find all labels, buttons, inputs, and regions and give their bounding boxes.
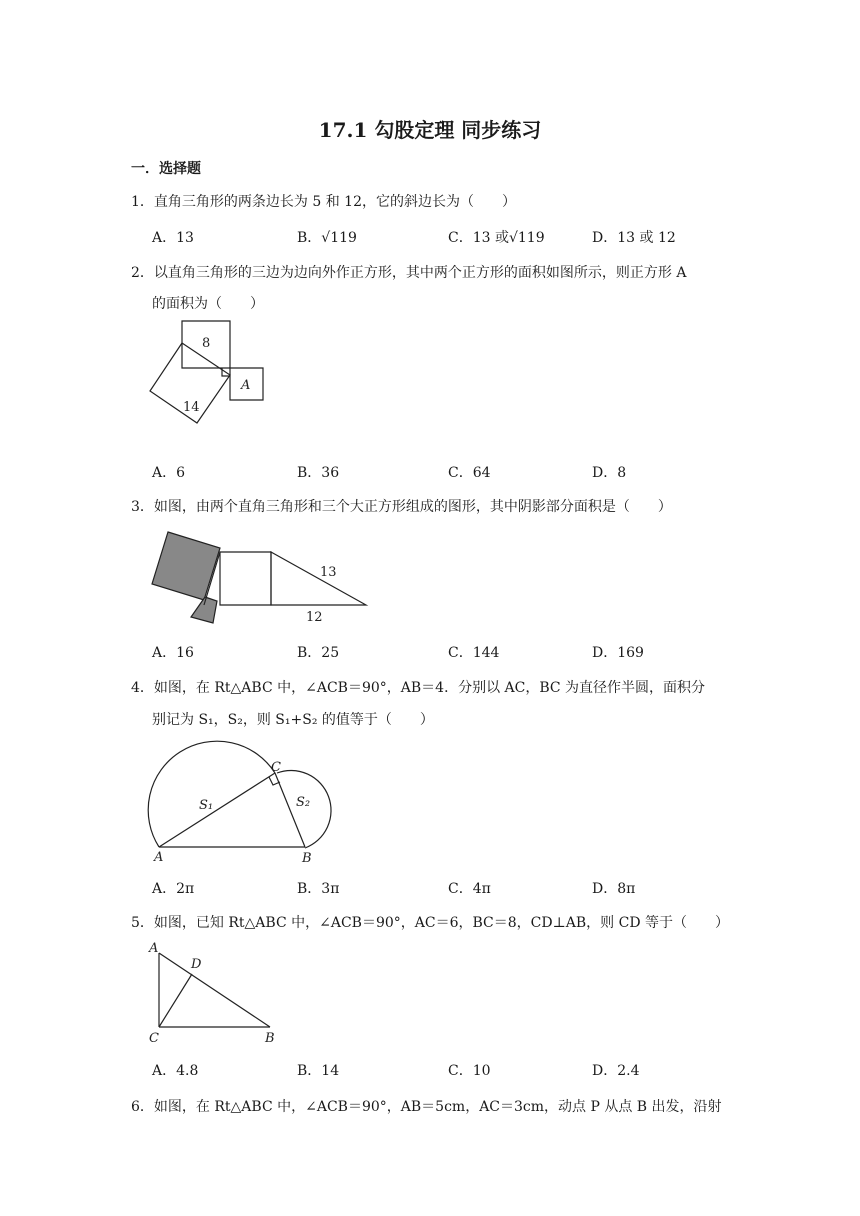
q3-option-a[interactable]: A．16 [152, 645, 194, 661]
q2-option-a[interactable]: A．6 [152, 465, 186, 481]
q4-stem-line1: 4．如图，在 Rt△ABC 中，∠ACB＝90°，AB＝4．分别以 AC，BC 为直径作半圆，面积分 [131, 680, 706, 696]
page-title: 17.1 勾股定理 同步练习 [318, 118, 542, 142]
q4-stem-line2: 别记为 S₁，S₂，则 S₁+S₂ 的值等于（ ） [152, 712, 434, 728]
q5-label-d: D [191, 957, 202, 972]
q5-option-c[interactable]: C．10 [448, 1063, 491, 1079]
q3-triangle [271, 552, 366, 605]
q4-option-a[interactable]: A．2π [152, 881, 195, 897]
section-heading: 一．选择题 [131, 161, 201, 177]
q3-label-13: 13 [320, 565, 337, 580]
q3-white-square [220, 552, 271, 605]
q5-stem: 5．如图，已知 Rt△ABC 中，∠ACB＝90°，AC＝6，BC＝8，CD⊥AB，则 CD 等于（ ） [131, 915, 729, 931]
q3-shaded-small-square [191, 597, 217, 623]
q3-option-d[interactable]: D．169 [592, 645, 644, 661]
q2-stem-line1: 2．以直角三角形的三边为边向外作正方形，其中两个正方形的面积如图所示，则正方形 A [131, 265, 687, 281]
q2-option-b[interactable]: B．36 [297, 465, 340, 481]
q5-option-d[interactable]: D．2.4 [592, 1063, 640, 1079]
q1-option-c[interactable]: C．13 或√119 [448, 230, 545, 246]
q4-semicircle-ac [148, 741, 275, 847]
q2-option-d[interactable]: D．8 [592, 465, 627, 481]
q1-option-d[interactable]: D．13 或 12 [592, 230, 676, 246]
q1-option-b[interactable]: B．√119 [297, 230, 357, 246]
q3-shaded-big-square [152, 532, 220, 600]
q2-stem-line2: 的面积为（ ） [152, 296, 264, 312]
q3-stem: 3．如图，由两个直角三角形和三个大正方形组成的图形，其中阴影部分面积是（ ） [131, 499, 672, 515]
q4-option-b[interactable]: B．3π [297, 881, 340, 897]
q2-label-14: 14 [183, 400, 200, 415]
q2-option-c[interactable]: C．64 [448, 465, 491, 481]
q5-option-a[interactable]: A．4.8 [152, 1063, 199, 1079]
q5-figure [145, 940, 285, 1050]
q3-figure [150, 528, 375, 628]
q1-stem: 1．直角三角形的两条边长为 5 和 12，它的斜边长为（ ） [131, 194, 516, 210]
q4-label-s1: S₁ [199, 798, 214, 813]
q2-figure [140, 315, 280, 430]
q4-label-c: C [271, 760, 281, 775]
q5-option-b[interactable]: B．14 [297, 1063, 340, 1079]
q4-label-s2: S₂ [296, 795, 311, 810]
q4-label-b: B [302, 851, 312, 866]
q4-option-c[interactable]: C．4π [448, 881, 491, 897]
q5-label-b: B [265, 1031, 275, 1046]
q6-stem: 6．如图，在 Rt△ABC 中，∠ACB＝90°，AB＝5cm，AC＝3cm，动点 P 从点 B 出发，沿射 [131, 1099, 722, 1115]
q4-option-d[interactable]: D．8π [592, 881, 636, 897]
q4-figure [145, 740, 345, 870]
q3-option-b[interactable]: B．25 [297, 645, 340, 661]
q2-label-a: A [241, 378, 251, 393]
q5-label-c: C [149, 1031, 159, 1046]
q1-option-a[interactable]: A．13 [152, 230, 194, 246]
q4-label-a: A [154, 850, 164, 865]
q2-label-8: 8 [202, 336, 211, 351]
q5-label-a: A [149, 941, 159, 956]
q3-option-c[interactable]: C．144 [448, 645, 500, 661]
q3-label-12: 12 [306, 610, 323, 625]
